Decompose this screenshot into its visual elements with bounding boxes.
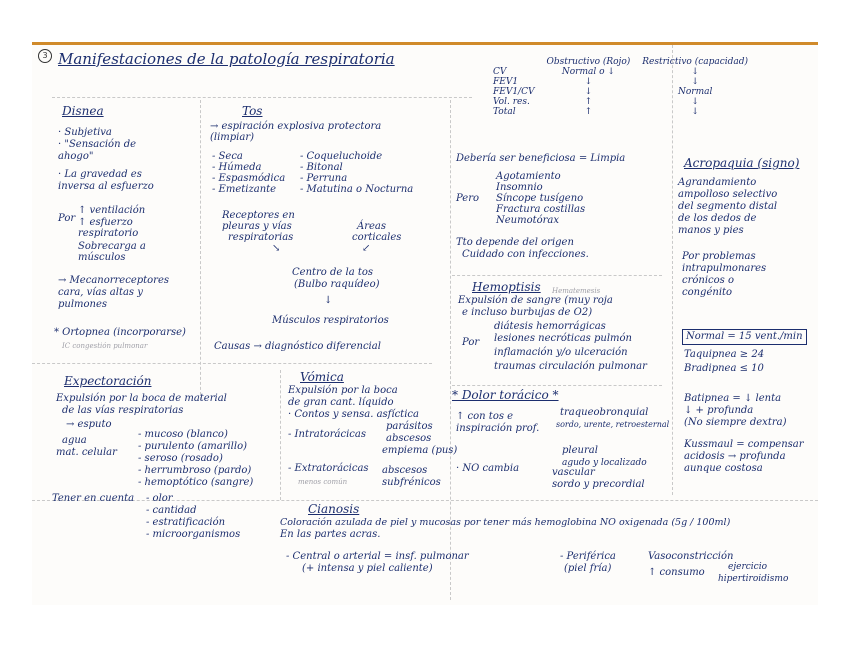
note-line: - herrumbroso (pardo)	[138, 465, 252, 476]
note-line: ↑ consumo	[648, 567, 705, 578]
note-line: inversa al esfuerzo	[58, 181, 154, 192]
note-line: Insomnio	[496, 182, 543, 193]
note-line: crónicos o	[682, 275, 734, 286]
note-label: Por	[462, 337, 480, 348]
note-line: - mucoso (blanco)	[138, 429, 228, 440]
note-line: · La gravedad es	[58, 169, 142, 180]
divider	[32, 363, 432, 364]
note-line: traumas circulación pulmonar	[494, 361, 647, 372]
section-heading: Cianosis	[308, 502, 360, 516]
table-cell: FEV1/CV	[493, 87, 535, 97]
note-line: traqueobronquial	[560, 407, 649, 418]
note-label: Pero	[456, 193, 479, 204]
note-line: agua	[62, 435, 87, 446]
note-line: (+ intensa y piel caliente)	[302, 563, 433, 574]
note-annotation: IC congestión pulmonar	[62, 342, 148, 350]
note-line: · Contos y sensa. asfíctica	[288, 409, 419, 420]
note-line: - Matutina o Nocturna	[300, 184, 414, 195]
note-line: del segmento distal	[678, 201, 778, 212]
note-line: Fractura costillas	[496, 204, 586, 215]
table-row	[487, 87, 754, 97]
table-row	[487, 67, 754, 77]
note-line: - Espasmódica	[212, 173, 286, 184]
note-line: hipertiroidismo	[718, 574, 789, 584]
note-line: - Emetizante	[212, 184, 277, 195]
note-line: Músculos respiratorios	[272, 315, 389, 326]
section-heading: Vómica	[300, 370, 344, 384]
note-line: ejercicio	[728, 562, 768, 572]
table-cell: ↑	[584, 107, 593, 117]
section-heading: Tos	[242, 104, 263, 118]
note-line: diátesis hemorrágicas	[494, 321, 606, 332]
table-cell: CV	[493, 67, 507, 77]
note-line: ampolloso selectivo	[678, 189, 778, 200]
note-line: Batipnea = ↓ lenta	[684, 393, 782, 404]
table-cell: ↓	[691, 107, 699, 117]
note-line: Receptores en	[222, 210, 295, 221]
note-line: · NO cambia	[456, 463, 520, 474]
note-line: Centro de la tos	[292, 267, 374, 278]
note-line: Expulsión por la boca	[288, 385, 398, 396]
note-line: respiratorio	[78, 228, 139, 239]
note-line: mat. celular	[56, 447, 117, 458]
note-line: acidosis → profunda	[684, 451, 786, 462]
table-row	[487, 97, 754, 107]
note-line: - Húmeda	[212, 162, 262, 173]
note-line: Agotamiento	[496, 171, 561, 182]
note-line: → espiración explosiva protectora	[210, 121, 382, 132]
note-line: - Perruna	[300, 173, 348, 184]
note-line: cara, vías altas y	[58, 287, 143, 298]
note-line: - Periférica	[560, 551, 616, 562]
table-cell: Vol. res.	[493, 97, 530, 107]
note-line: lesiones necróticas pulmón	[494, 333, 632, 344]
note-line: * Ortopnea (incorporarse)	[54, 327, 186, 338]
table-cell: ↓	[584, 87, 593, 97]
note-line: manos y pies	[678, 225, 744, 236]
arrow-icon: ↘	[272, 243, 281, 254]
note-line: vascular	[552, 467, 595, 478]
note-line: Debería ser beneficiosa = Limpia	[456, 153, 626, 164]
note-line: ↑ con tos e	[456, 411, 514, 422]
note-line: de las vías respiratorias	[62, 405, 184, 416]
table-cell: ↓	[691, 77, 699, 87]
note-line: inflamación y/o ulceración	[494, 347, 628, 358]
section-heading: Disnea	[62, 104, 104, 118]
note-line: (Bulbo raquídeo)	[294, 279, 380, 290]
table-cell: ↓	[584, 77, 593, 87]
note-line: músculos	[78, 252, 126, 263]
note-annotation: menos común	[298, 478, 348, 486]
note-line: parásitos	[386, 421, 433, 432]
note-line: - olor	[146, 493, 173, 504]
table-header: Restrictivo (capacidad)	[642, 57, 749, 67]
page-title: Manifestaciones de la patología respiratoria	[58, 50, 395, 68]
note-label: - Intratorácicas	[288, 429, 366, 440]
arrow-icon: ↙	[362, 243, 371, 254]
note-line: Expulsión por la boca de material	[56, 393, 227, 404]
table-row	[487, 57, 754, 67]
section-heading: * Dolor torácico *	[452, 388, 559, 402]
note-line: de los dedos de	[678, 213, 757, 224]
note-line: aunque costosa	[684, 463, 763, 474]
note-line: pulmones	[58, 299, 108, 310]
divider	[52, 97, 472, 98]
note-line: ahogo"	[58, 151, 94, 162]
note-line: e incluso burbujas de O2)	[462, 307, 593, 318]
table-row	[487, 107, 754, 117]
note-line: abscesos	[386, 433, 432, 444]
section-heading: Acropaquia (signo)	[684, 156, 800, 170]
note-line: (piel fría)	[564, 563, 612, 574]
note-line: sordo y precordial	[552, 479, 645, 490]
note-line: empiema (pus)	[382, 445, 458, 456]
note-line: subfrénicos	[382, 477, 441, 488]
note-line: - hemoptótico (sangre)	[138, 477, 254, 488]
table-cell: ↑	[584, 97, 593, 107]
divider	[280, 370, 281, 500]
note-line: - Seca	[212, 151, 243, 162]
note-line: (No siempre dextra)	[684, 417, 787, 428]
note-line: → Mecanorreceptores	[58, 275, 170, 286]
table-cell: Normal o ↓	[561, 67, 615, 77]
section-heading: Hemoptisis	[472, 280, 541, 294]
note-line: (limpiar)	[210, 132, 255, 143]
note-line: - Bitonal	[300, 162, 343, 173]
note-line: Taquipnea ≥ 24	[684, 349, 765, 360]
normal-box: Normal = 15 vent./min	[682, 329, 807, 345]
section-heading: Expectoración	[64, 374, 152, 388]
note-line: ↓ + profunda	[684, 405, 754, 416]
note-line: En las partes acras.	[280, 529, 381, 540]
note-line: Cuidado con infecciones.	[462, 249, 589, 260]
note-line: Áreas	[357, 221, 387, 232]
table-header: Obstructivo (Rojo)	[546, 57, 631, 67]
note-line: Expulsión de sangre (muy roja	[458, 295, 613, 306]
note-label: Por	[58, 213, 76, 224]
note-line: Neumotórax	[496, 215, 560, 226]
note-line: Agrandamiento	[678, 177, 757, 188]
divider	[452, 385, 662, 386]
note-line: Por problemas	[682, 251, 756, 262]
note-line: corticales	[352, 232, 402, 243]
arrow-icon: ↓	[324, 295, 333, 306]
note-line: - seroso (rosado)	[138, 453, 223, 464]
note-line: ↑ esfuerzo	[78, 217, 133, 228]
page-number: 3	[38, 49, 52, 63]
note-line: Tto depende del origen	[456, 237, 574, 248]
table-cell: ↓	[691, 67, 699, 77]
note-line: Kussmaul = compensar	[684, 439, 804, 450]
note-line: Sobrecarga a	[78, 241, 146, 252]
note-label: Tener en cuenta	[52, 493, 135, 504]
table-cell: ↓	[691, 97, 699, 107]
note-line: - estratificación	[146, 517, 226, 528]
table-cell: Total	[493, 107, 516, 117]
note-label: - Extratorácicas	[288, 463, 369, 474]
note-line: Vasoconstricción	[648, 551, 734, 562]
note-line: - cantidad	[146, 505, 197, 516]
divider	[200, 100, 201, 400]
note-line: - Central o arterial = insf. pulmonar	[286, 551, 469, 562]
note-line: · "Sensación de	[58, 139, 137, 150]
table-row	[487, 77, 754, 87]
divider	[672, 45, 673, 495]
table-header	[487, 57, 540, 67]
note-line: pleural	[562, 445, 598, 456]
note-line: → esputo	[66, 419, 112, 430]
note-line: Bradipnea ≤ 10	[684, 363, 764, 374]
note-line: abscesos	[382, 465, 428, 476]
table-cell: FEV1	[493, 77, 519, 87]
note-line: sordo, urente, retroesternal	[556, 420, 670, 429]
note-line: - Coqueluchoide	[300, 151, 383, 162]
note-annotation: Hematemesis	[552, 287, 601, 295]
notes-sheet	[32, 42, 818, 605]
spirometry-table	[487, 57, 754, 117]
note-line: Síncope tusígeno	[496, 193, 584, 204]
note-line: Causas → diagnóstico diferencial	[214, 341, 381, 352]
table-cell: Normal	[677, 87, 713, 97]
note-line: de gran cant. líquido	[288, 397, 394, 408]
note-line: Coloración azulada de piel y mucosas por tener más hemoglobina NO oxigenada (5g / 100ml)	[280, 517, 731, 528]
note-line: agudo y localizado	[562, 458, 647, 468]
note-line: · Subjetiva	[58, 127, 112, 138]
note-line: ↑ ventilación	[78, 205, 146, 216]
note-line: pleuras y vías	[222, 221, 292, 232]
note-line: - purulento (amarillo)	[138, 441, 247, 452]
note-line: inspiración prof.	[456, 423, 540, 434]
divider	[452, 275, 662, 276]
note-line: congénito	[682, 287, 733, 298]
note-line: intrapulmonares	[682, 263, 767, 274]
note-line: respiratorias	[228, 232, 294, 243]
note-line: - microorganismos	[146, 529, 241, 540]
